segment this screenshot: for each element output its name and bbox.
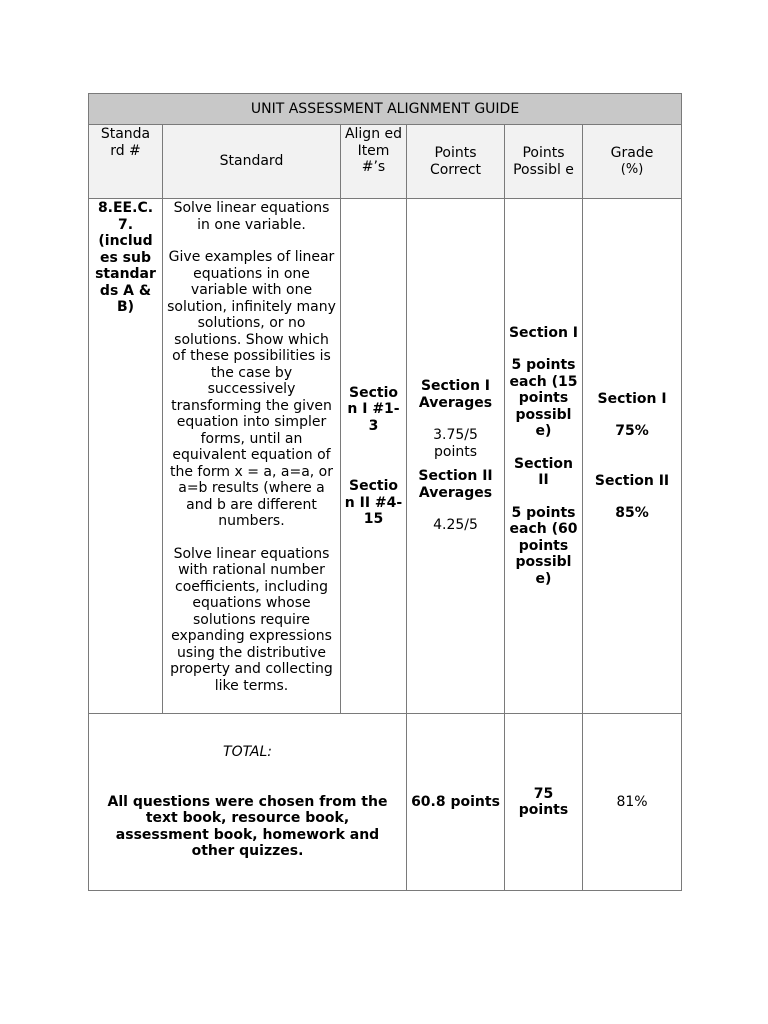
header-points-possible: Points Possibl e <box>505 125 583 199</box>
header-points-correct: Points Correct <box>407 125 505 199</box>
grade-cell <box>583 199 682 714</box>
title-row <box>89 94 682 125</box>
header-aligned-items: Align ed Item #’s <box>341 125 407 199</box>
total-row <box>89 714 682 891</box>
header-grade-unit: (%) <box>620 161 644 177</box>
total-points-possible: 75 points <box>505 714 583 891</box>
total-points-correct: 60.8 points <box>407 714 505 891</box>
grade-section-1-label: Section I <box>597 390 667 407</box>
table-title: UNIT ASSESSMENT ALIGNMENT GUIDE <box>89 94 682 125</box>
grade-section-2-label: Section II <box>594 472 670 489</box>
total-note: All questions were chosen from the text book, resource book, assessment book, homework and other quizzes. <box>107 793 388 860</box>
header-grade-cell <box>583 125 682 199</box>
grade-section-1-value: 75% <box>615 423 649 439</box>
standard-paragraph-3: Solve linear equations with rational number coefficients, including equations whose solutions require expanding expressions using the distributive property and collecting like terms. <box>170 545 333 694</box>
correct-section-1-label: Section I Averages <box>418 378 493 411</box>
standard-row <box>89 199 682 714</box>
standard-paragraph-2: Give examples of linear equations in one variable with one solution, infinitely many solutions, or no solutions. Show which of these possibilities is the case by successively transforming the given equation into simpler forms, until an equivalent equation of the form x = a, a=a, or a=b results (where a and b are different numbers. <box>167 249 336 529</box>
total-grade: 81% <box>583 714 682 891</box>
correct-section-1-value: 3.75/5 points <box>433 427 478 460</box>
aligned-section-1: Sectio n I #1-3 <box>347 384 400 434</box>
standard-paragraph-1: Solve linear equations in one variable. <box>173 200 330 233</box>
correct-section-2-label: Section II Averages <box>418 468 493 501</box>
header-standard: Standard <box>163 125 341 199</box>
total-label: TOTAL: <box>223 744 272 761</box>
header-standard-number: Standa rd # <box>89 125 163 199</box>
alignment-guide-table <box>88 93 682 891</box>
correct-section-2-value: 4.25/5 <box>433 517 478 534</box>
aligned-items-cell <box>341 199 407 714</box>
total-cell <box>89 714 407 891</box>
header-row <box>89 125 682 199</box>
possible-section-2-label: Section II <box>514 455 573 489</box>
points-correct-cell <box>407 199 505 714</box>
possible-section-1-label: Section I <box>508 324 579 341</box>
aligned-section-2: Sectio n II #4-15 <box>344 478 403 527</box>
standard-code: 8.EE.C. 7. (includ es sub standar ds A & B) <box>89 199 163 714</box>
standard-description <box>163 199 341 714</box>
possible-section-1-value: 5 points each (15 points possibl e) <box>509 357 578 440</box>
header-grade: Grade <box>610 145 654 161</box>
points-possible-cell <box>505 199 583 714</box>
possible-section-2-value: 5 points each (60 points possibl e) <box>509 504 578 587</box>
grade-section-2-value: 85% <box>615 505 649 521</box>
